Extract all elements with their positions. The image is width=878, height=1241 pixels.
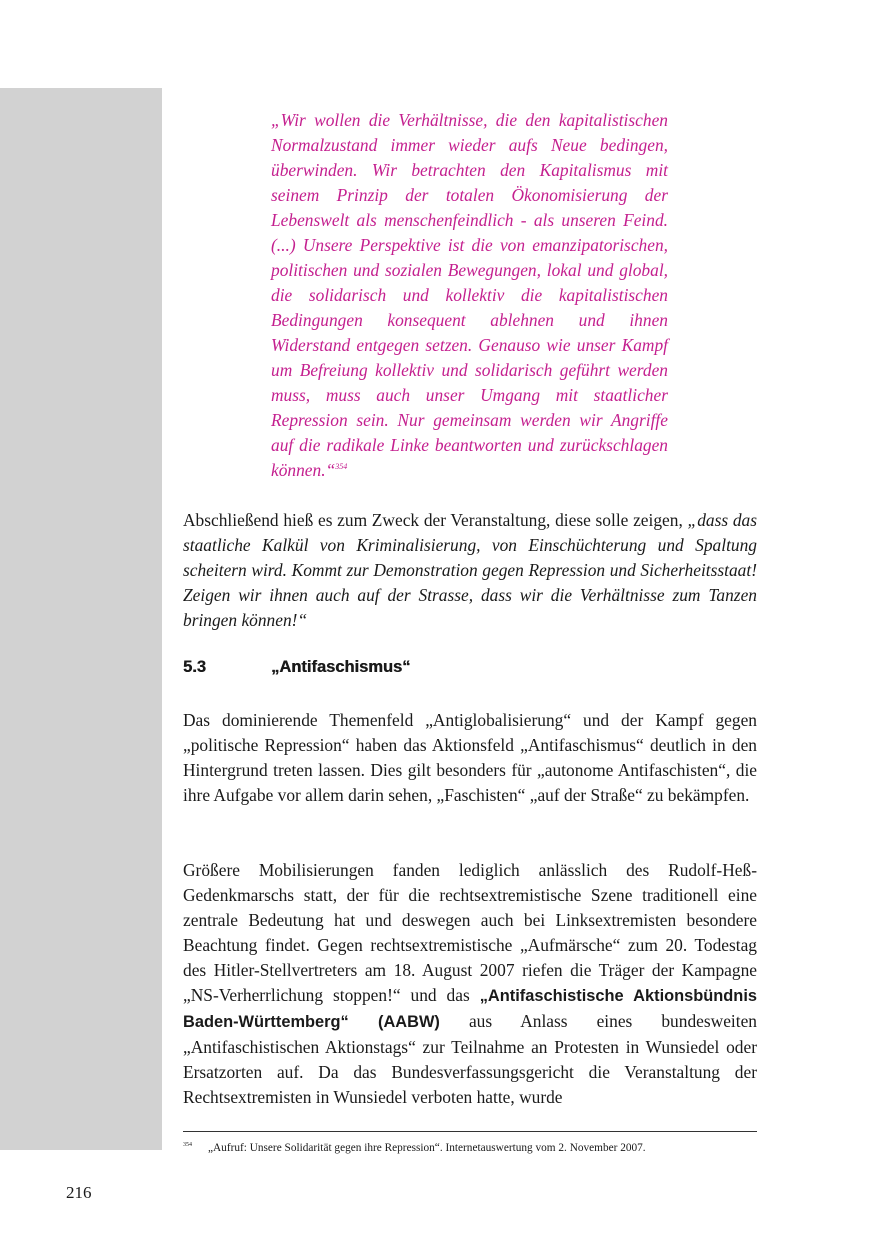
footnote-ref: 354 [335, 462, 348, 472]
paragraph-mobilisierungen [183, 858, 757, 1110]
section-number: 5.3 [183, 658, 206, 676]
margin-bar [0, 88, 162, 1150]
quote-text: „Wir wollen die Verhältnisse, die den kapitalistischen Normalzustand immer wieder aufs Neue bedingen, überwinden. Wir betrachten den Kapitalismus mit seinem Prinzip der totalen Ökonomisierung der Lebenswelt als menschenfeindlich - als unseren Feind. (...) Unsere Perspektive ist die von emanzipatorischen, politischen und sozialen Bewegungen, lokal und global, die solidarisch und kollektiv die kapitalistischen Bedingungen konsequent ablehnen und ihnen Widerstand entgegen setzen. Genauso wie unser Kampf um Befreiung kollektiv und solidarisch geführt werden muss, muss auch unser Umgang mit staatlicher Repression sein. Nur gemeinsam werden wir Angriffe auf die radikale Linke beantworten und zurückschlagen können.“ [271, 110, 668, 480]
footnote-number: 354 [183, 1142, 192, 1148]
paragraph-antiglobalisierung: Das dominierende Themenfeld „Antiglobalisierung“ und der Kampf gegen „politische Repression“ haben das Aktionsfeld „Antifaschismus“ deutlich in den Hintergrund treten lassen. Dies gilt besonders für „autonome Antifaschisten“, die ihre Aufgabe vor allem darin sehen, „Faschisten“ „auf der Straße“ zu bekämpfen. [183, 710, 757, 805]
footnote [183, 1136, 757, 1157]
organization-name: „Antifaschistische Aktionsbündnis Baden-Württemberg“ (AABW) [183, 987, 757, 1031]
footnote-text: „Aufruf: Unsere Solidarität gegen ihre Repression“. Internetauswertung vom 2. November 2007. [208, 1141, 646, 1154]
paragraph-intro: Abschließend hieß es zum Zweck der Veranstaltung, diese solle zeigen, [183, 510, 683, 530]
paragraph-part1: Größere Mobilisierungen fanden lediglich anlässlich des Rudolf-Heß-Gedenkmarschs statt, der für die rechtsextremistische Szene traditionell eine zentrale Bedeutung hat und deswegen auch bei Linksextremisten besondere Beachtung findet. Gegen rechtsextremistische „Aufmärsche“ zum 20. Todestag des Hitler-Stellvertreters am 18. August 2007 riefen die Träger der Kampagne „NS-Verherrlichung stoppen!“ und das [183, 860, 757, 1005]
page-number: 216 [66, 1183, 92, 1202]
inline-quote: „dass das staatliche Kalkül von Kriminalisierung, von Einschüchterung und Spaltung scheitern wird. Kommt zur Demonstration gegen Repression und Sicherheitsstaat! Zeigen wir ihnen auch auf der Strasse, dass wir die Verhältnisse zum Tanzen bringen können!“ [183, 510, 757, 630]
paragraph-part2: aus Anlass eines bundesweiten „Antifaschistischen Aktionstags“ zur Teilnahme an Protesten in Wunsiedel oder Ersatzorten auf. Da das Bundesverfassungsgericht die Veranstaltung der Rechtsextremisten in Wunsiedel verboten hatte, wurde [183, 1011, 757, 1107]
section-title: „Antifaschismus“ [271, 658, 411, 676]
paragraph-conclusion [183, 508, 757, 633]
block-quote [271, 108, 668, 483]
footnote-divider [183, 1131, 757, 1132]
